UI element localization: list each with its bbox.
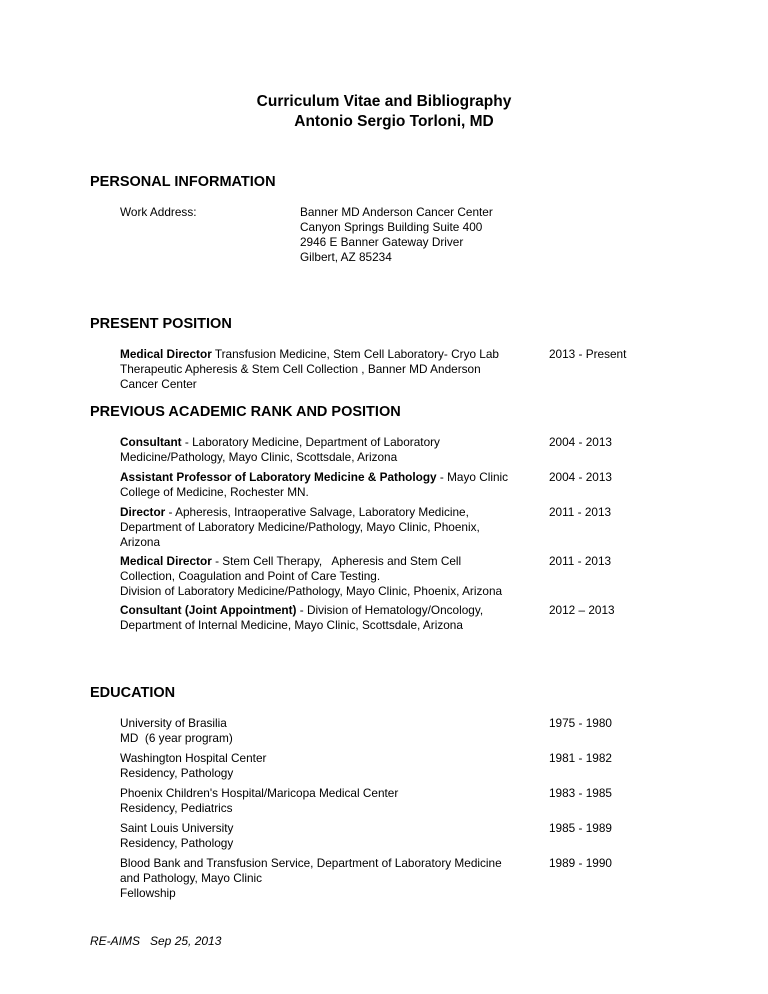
entry-title: Medical Director [120, 554, 212, 568]
entry-date: 1981 - 1982 [549, 751, 612, 765]
entry-text: Medicine/Pathology, Mayo Clinic, Scottsdale, Arizona [120, 450, 398, 464]
entry-date: 1985 - 1989 [549, 821, 612, 835]
author-name: Antonio Sergio Torloni, MD [294, 113, 494, 130]
entry-date: 2011 - 2013 [549, 505, 612, 519]
entry-text: Residency, Pathology [120, 766, 234, 780]
entry-text: and Pathology, Mayo Clinic [120, 871, 263, 885]
entry-date: 2012 – 2013 [549, 603, 615, 617]
address-line: Canyon Springs Building Suite 400 [300, 220, 483, 234]
entry-date: 1983 - 1985 [549, 786, 612, 800]
entry-description [120, 751, 538, 781]
section-heading-personal: PERSONAL INFORMATION [90, 174, 276, 190]
address-line: 2946 E Banner Gateway Driver [300, 235, 464, 249]
address-line: Gilbert, AZ 85234 [300, 250, 392, 264]
entry-description [120, 470, 538, 500]
page-footer: RE-AIMS Sep 25, 2013 [90, 934, 222, 948]
entry-description [120, 347, 538, 392]
entry-text: Cancer Center [120, 377, 197, 391]
section-heading-present: PRESENT POSITION [90, 316, 232, 332]
entry-description [120, 716, 538, 746]
entry-text: MD (6 year program) [120, 731, 233, 745]
entry-date: 1975 - 1980 [549, 716, 612, 730]
document-title: Curriculum Vitae and Bibliography [256, 93, 512, 110]
entry-text: Arizona [120, 535, 160, 549]
section-heading-education: EDUCATION [90, 685, 176, 701]
entry-date: 2011 - 2013 [549, 554, 612, 568]
entry-date: 2004 - 2013 [549, 470, 612, 484]
work-address-label: Work Address: [120, 205, 197, 219]
entry-text: Residency, Pathology [120, 836, 234, 850]
entry-title: Assistant Professor of Laboratory Medicine & Pathology [120, 470, 437, 484]
entry-title: Medical Director [120, 347, 212, 361]
entry-description [120, 821, 538, 851]
entry-description [120, 554, 538, 599]
entry-text: - Laboratory Medicine, Department of Laboratory [181, 435, 440, 449]
entry-text: Saint Louis University [120, 821, 234, 835]
entry-description [120, 856, 538, 901]
entry-title: Director [120, 505, 166, 519]
entry-text: Department of Laboratory Medicine/Pathology, Mayo Clinic, Phoenix, [120, 520, 480, 534]
entry-date: 2004 - 2013 [549, 435, 612, 449]
entry-text: - Stem Cell Therapy, Apheresis and Stem Cell [211, 554, 462, 568]
entry-title: Consultant [120, 435, 182, 449]
section-heading-previous: PREVIOUS ACADEMIC RANK AND POSITION [90, 404, 401, 420]
entry-text: Department of Internal Medicine, Mayo Clinic, Scottsdale, Arizona [120, 618, 463, 632]
document-title-block [0, 92, 768, 132]
entry-text: Phoenix Children's Hospital/Maricopa Medical Center [120, 786, 399, 800]
entry-description [120, 786, 538, 816]
entry-text: Residency, Pediatrics [120, 801, 233, 815]
entry-text: Division of Laboratory Medicine/Pathology, Mayo Clinic, Phoenix, Arizona [120, 584, 503, 598]
entry-description [120, 435, 538, 465]
entry-date: 1989 - 1990 [549, 856, 612, 870]
entry-text: College of Medicine, Rochester MN. [120, 485, 309, 499]
entry-text: Washington Hospital Center [120, 751, 267, 765]
entry-text: - Mayo Clinic [436, 470, 509, 484]
entry-text: Blood Bank and Transfusion Service, Department of Laboratory Medicine [120, 856, 502, 870]
entry-text: - Division of Hematology/Oncology, [296, 603, 484, 617]
entry-text: Fellowship [120, 886, 176, 900]
entry-description [120, 505, 538, 550]
work-address [300, 205, 493, 265]
entry-text: Collection, Coagulation and Point of Care Testing. [120, 569, 381, 583]
entry-text: - Apheresis, Intraoperative Salvage, Laboratory Medicine, [165, 505, 469, 519]
entry-text: Therapeutic Apheresis & Stem Cell Collection , Banner MD Anderson [120, 362, 481, 376]
entry-text: University of Brasilia [120, 716, 227, 730]
address-line: Banner MD Anderson Cancer Center [300, 205, 493, 219]
entry-title: Consultant (Joint Appointment) [120, 603, 297, 617]
entry-text: Transfusion Medicine, Stem Cell Laboratory- Cryo Lab [211, 347, 499, 361]
entry-date: 2013 - Present [549, 347, 627, 361]
entry-description [120, 603, 538, 633]
